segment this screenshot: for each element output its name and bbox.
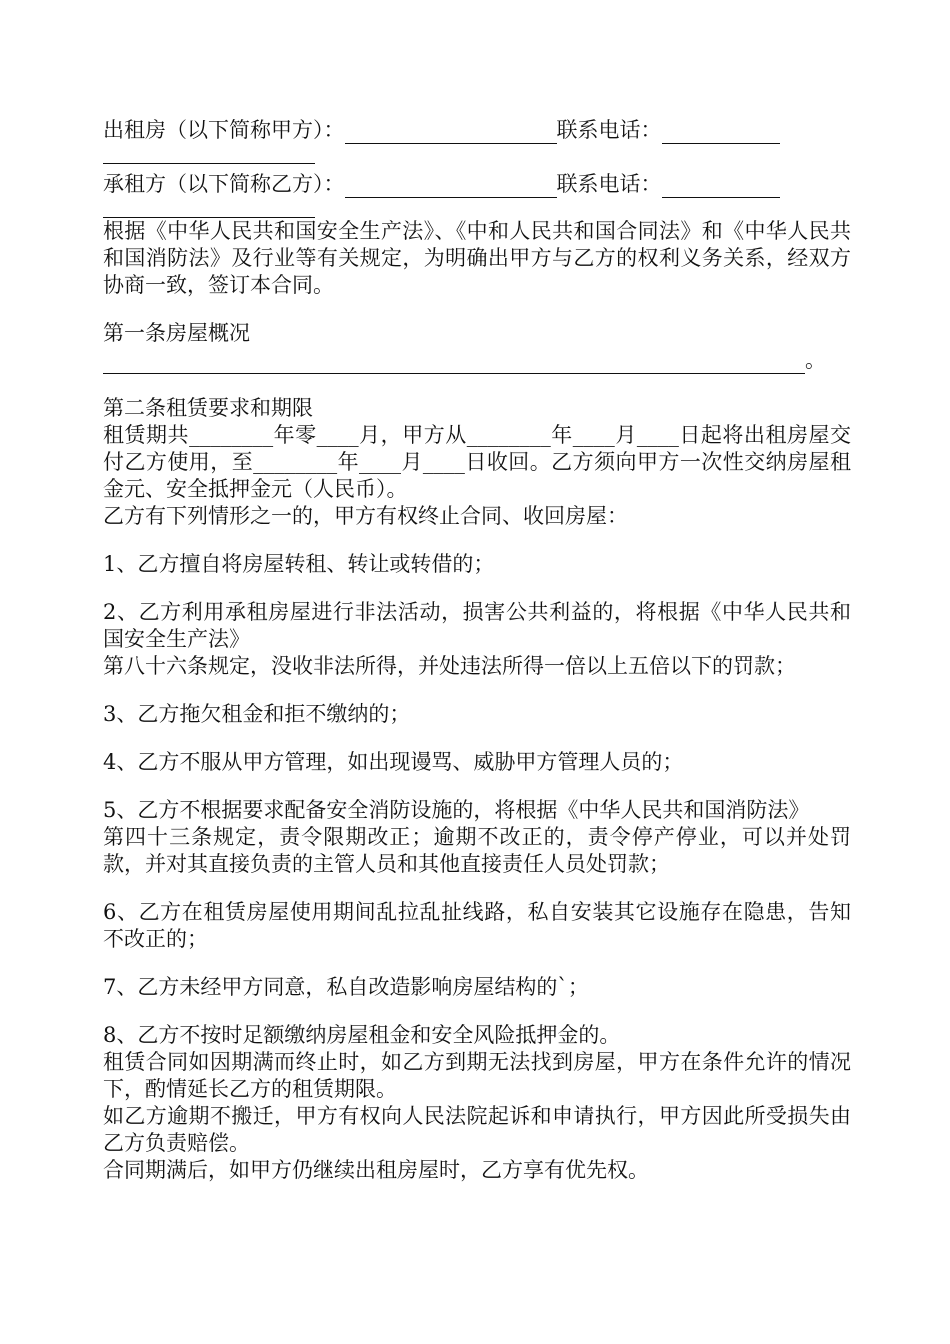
spacer xyxy=(103,728,851,749)
contract-page xyxy=(103,117,851,1184)
lessor-phone-blank-cont xyxy=(103,144,851,171)
termination-intro: 乙方有下列情形之一的，甲方有权终止合同、收回房屋： xyxy=(103,504,628,528)
spacer xyxy=(103,1001,851,1022)
property-description-blank xyxy=(103,354,805,374)
lessee-phone-blank xyxy=(662,178,780,198)
lessor-phone-label: 联系电话： xyxy=(556,118,662,142)
article1-end-mark: 。 xyxy=(805,348,826,372)
closing-priority: 合同期满后，如甲方仍继续出租房屋时，乙方享有优先权。 xyxy=(103,1158,649,1182)
lessee-phone-label: 联系电话： xyxy=(556,172,662,196)
clause-2: 2、乙方利用承租房屋进行非法活动，损害公共利益的，将根据《中华人民共和国安全生产法》 xyxy=(103,600,851,651)
closing-eviction: 如乙方逾期不搬迁，甲方有权向人民法院起诉和申请执行，甲方因此所受损失由乙方负责赔偿。 xyxy=(103,1104,851,1155)
lessee-name-blank xyxy=(345,178,557,198)
lessor-phone-blank xyxy=(662,124,780,144)
spacer xyxy=(103,878,851,899)
lessee-blank-line xyxy=(103,205,315,218)
clause-5-cont: 第四十三条规定，责令限期改正；逾期不改正的，责令停产停业，可以并处罚款，并对其直接负责的主管人员和其他直接责任人员处罚款； xyxy=(103,825,851,876)
lease-term-text: 租赁期共________年零____月，甲方从________年____月____日起将出租房屋交付乙方使用，至________年____月____日收回。乙方须向甲方一次性交纳房屋租金元、安全抵押金元（人民币）。 xyxy=(103,423,851,501)
clause-7: 7、乙方未经甲方同意，私自改造影响房屋结构的`； xyxy=(103,975,589,999)
lessor-line xyxy=(103,117,851,144)
lessee-label: 承租方（以下简称乙方）： xyxy=(103,172,345,196)
lessor-label: 出租房（以下简称甲方）： xyxy=(103,118,345,142)
clause-2-cont: 第八十六条规定，没收非法所得，并处违法所得一倍以上五倍以下的罚款； xyxy=(103,654,796,678)
article1-title: 第一条房屋概况 xyxy=(103,321,250,345)
preamble: 根据《中华人民共和国安全生产法》、《中和人民共和国合同法》和《中华人民共和国消防法》及行业等有关规定，为明确出甲方与乙方的权利义务关系，经双方协商一致，签订本合同。 xyxy=(103,219,851,297)
closing-renewal: 租赁合同如因期满而终止时，如乙方到期无法找到房屋，甲方在条件允许的情况下，酌情延长乙方的租赁期限。 xyxy=(103,1050,851,1101)
spacer xyxy=(103,776,851,797)
article2-title: 第二条租赁要求和期限 xyxy=(103,396,313,420)
lessee-line xyxy=(103,171,851,198)
spacer xyxy=(103,374,851,395)
spacer xyxy=(103,953,851,974)
lessor-blank-line xyxy=(103,144,315,164)
spacer xyxy=(103,578,851,599)
clause-4: 4、乙方不服从甲方管理，如出现谩骂、威胁甲方管理人员的； xyxy=(103,750,684,774)
clause-3: 3、乙方拖欠租金和拒不缴纳的； xyxy=(103,702,411,726)
lessor-name-blank xyxy=(345,124,557,144)
clause-6: 6、乙方在租赁房屋使用期间乱拉乱扯线路，私自安装其它设施存在隐患，告知不改正的； xyxy=(103,900,851,951)
spacer xyxy=(103,299,851,320)
lessee-phone-blank-cont xyxy=(103,198,851,218)
clause-5: 5、乙方不根据要求配备安全消防设施的，将根据《中华人民共和国消防法》 xyxy=(103,798,810,822)
clause-8: 8、乙方不按时足额缴纳房屋租金和安全风险抵押金的。 xyxy=(103,1023,621,1047)
article1-blank-line xyxy=(103,347,851,374)
spacer xyxy=(103,530,851,551)
clause-1: 1、乙方擅自将房屋转租、转让或转借的； xyxy=(103,552,495,576)
spacer xyxy=(103,680,851,701)
